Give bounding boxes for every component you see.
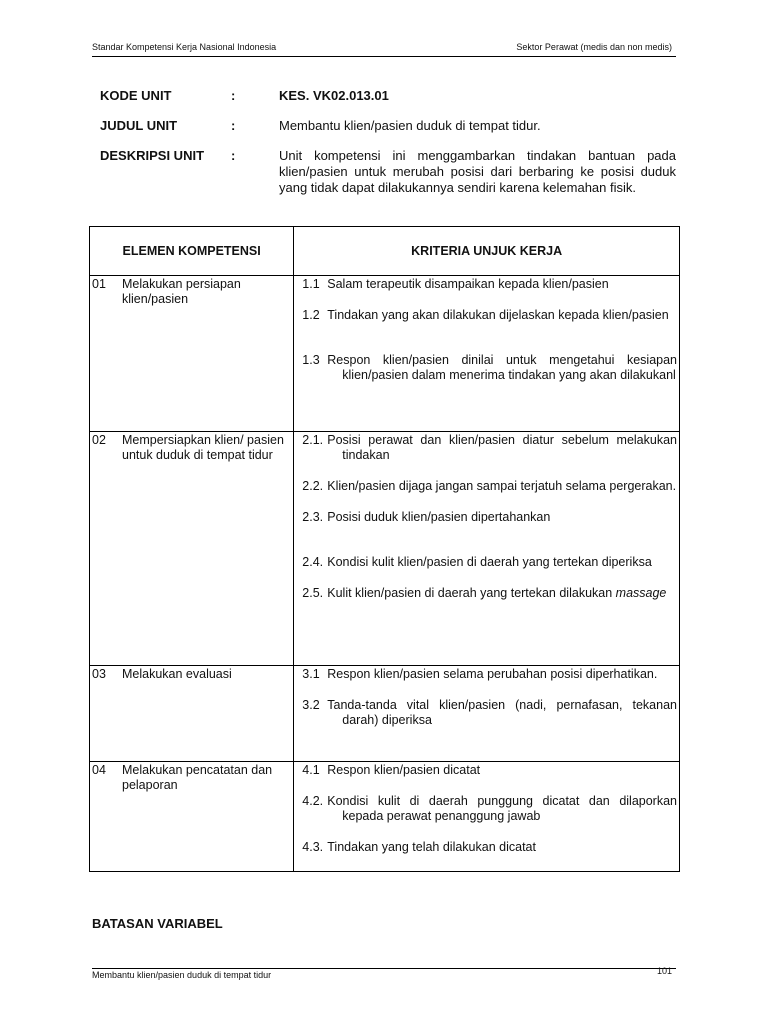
criterion-text: Tanda-tanda vital klien/pasien (nadi, pernafasan, tekanan darah) diperiksa (327, 698, 677, 727)
colon: : (231, 88, 236, 103)
criterion-item (294, 763, 679, 778)
criterion-text (327, 586, 679, 601)
deskripsi-unit-label: DESKRIPSI UNIT (100, 148, 205, 163)
deskripsi-unit-row (100, 148, 680, 214)
criterion-number: 2.1. (302, 433, 324, 447)
colon: : (231, 148, 236, 163)
criterion-number: 2.3. (302, 510, 324, 524)
colon: : (231, 118, 236, 133)
criterion-text: Tindakan yang telah dilakukan dicatat (327, 840, 536, 854)
element-number: 01 (92, 277, 106, 291)
section-heading-batasan: BATASAN VARIABEL (92, 916, 223, 931)
table-row (90, 666, 680, 762)
criterion-number: 1.1 (302, 277, 320, 291)
element-text: Melakukan pencatatan dan pelaporan (122, 763, 273, 792)
kode-unit-value: KES. VK02.013.01 (279, 88, 389, 103)
criterion-item (294, 794, 679, 824)
header-right-text: Sektor Perawat (medis dan non medis) (516, 42, 672, 52)
criterion-text: Kondisi kulit klien/pasien di daerah yang tertekan diperiksa (327, 555, 652, 569)
col-header-elemen: ELEMEN KOMPETENSI (90, 227, 294, 276)
criterion-emphasis: massage (615, 586, 667, 600)
criterion-number: 3.2 (302, 698, 320, 712)
criterion-text: Posisi duduk klien/pasien dipertahankan (327, 510, 551, 524)
criterion-number: 2.5. (302, 586, 324, 600)
criterion-item (294, 667, 679, 682)
kode-unit-row (100, 88, 680, 104)
page-footer (92, 968, 676, 983)
criterion-item (294, 510, 679, 525)
criterion-number: 2.4. (302, 555, 324, 569)
judul-unit-value: Membantu klien/pasien duduk di tempat tidur. (279, 118, 541, 133)
criterion-number: 4.2. (302, 794, 324, 808)
criterion-text: Respon klien/pasien selama perubahan posisi diperhatikan. (327, 667, 658, 681)
criterion-item (294, 277, 679, 292)
table-row (90, 432, 680, 666)
criterion-text: Kondisi kulit di daerah punggung dicatat dan dilaporkan kepada perawat penanggung jawab (327, 794, 677, 823)
criterion-text: Respon klien/pasien dinilai untuk mengetahui kesiapan klien/pasien dalam menerima tindakan yang akan dilakukanl (327, 353, 677, 382)
element-number: 04 (92, 763, 106, 777)
element-number: 02 (92, 433, 106, 447)
table-row (90, 276, 680, 432)
page-header (92, 42, 676, 57)
criterion-item (294, 433, 679, 463)
criterion-number: 1.3 (302, 353, 320, 367)
element-number: 03 (92, 667, 106, 681)
footer-title: Membantu klien/pasien duduk di tempat tidur (92, 970, 272, 980)
competency-table (89, 226, 680, 872)
criterion-text: Respon klien/pasien dicatat (327, 763, 481, 777)
table-row (90, 762, 680, 872)
header-left-text: Standar Kompetensi Kerja Nasional Indonesia (92, 42, 277, 52)
criterion-text: Salam terapeutik disampaikan kepada klien/pasien (327, 277, 609, 291)
criterion-number: 4.3. (302, 840, 324, 854)
criterion-item (294, 840, 679, 855)
criterion-item (294, 353, 679, 383)
criterion-text-part: Kulit klien/pasien di daerah yang tertekan dilakukan (327, 586, 613, 600)
criterion-number: 2.2. (302, 479, 324, 493)
criterion-text: Posisi perawat dan klien/pasien diatur sebelum melakukan tindakan (327, 433, 677, 462)
judul-unit-label: JUDUL UNIT (100, 118, 178, 133)
col-header-kriteria: KRITERIA UNJUK KERJA (294, 227, 680, 276)
criterion-number: 3.1 (302, 667, 320, 681)
criterion-item (294, 308, 679, 323)
criterion-item (294, 586, 679, 601)
kode-unit-label: KODE UNIT (100, 88, 172, 103)
criterion-number: 4.1 (302, 763, 320, 777)
criterion-item (294, 555, 679, 570)
element-text: Mempersiapkan klien/ pasien untuk duduk di tempat tidur (122, 433, 284, 462)
criterion-number: 1.2 (302, 308, 320, 322)
criterion-item (294, 698, 679, 728)
element-text: Melakukan evaluasi (122, 667, 232, 681)
deskripsi-unit-value: Unit kompetensi ini menggambarkan tindakan bantuan pada klien/pasien untuk merubah posisi dari berbaring ke posisi duduk yang tidak dapat dilakukannya sendiri karena kelemahan fisik. (279, 148, 676, 195)
page-number: 101 (656, 966, 672, 976)
judul-unit-row (100, 118, 680, 134)
criterion-text: Tindakan yang akan dilakukan dijelaskan kepada klien/pasien (327, 308, 669, 322)
criterion-item (294, 479, 679, 494)
criterion-text: Klien/pasien dijaga jangan sampai terjatuh selama pergerakan. (327, 479, 677, 493)
element-text: Melakukan persiapan klien/pasien (122, 277, 241, 306)
